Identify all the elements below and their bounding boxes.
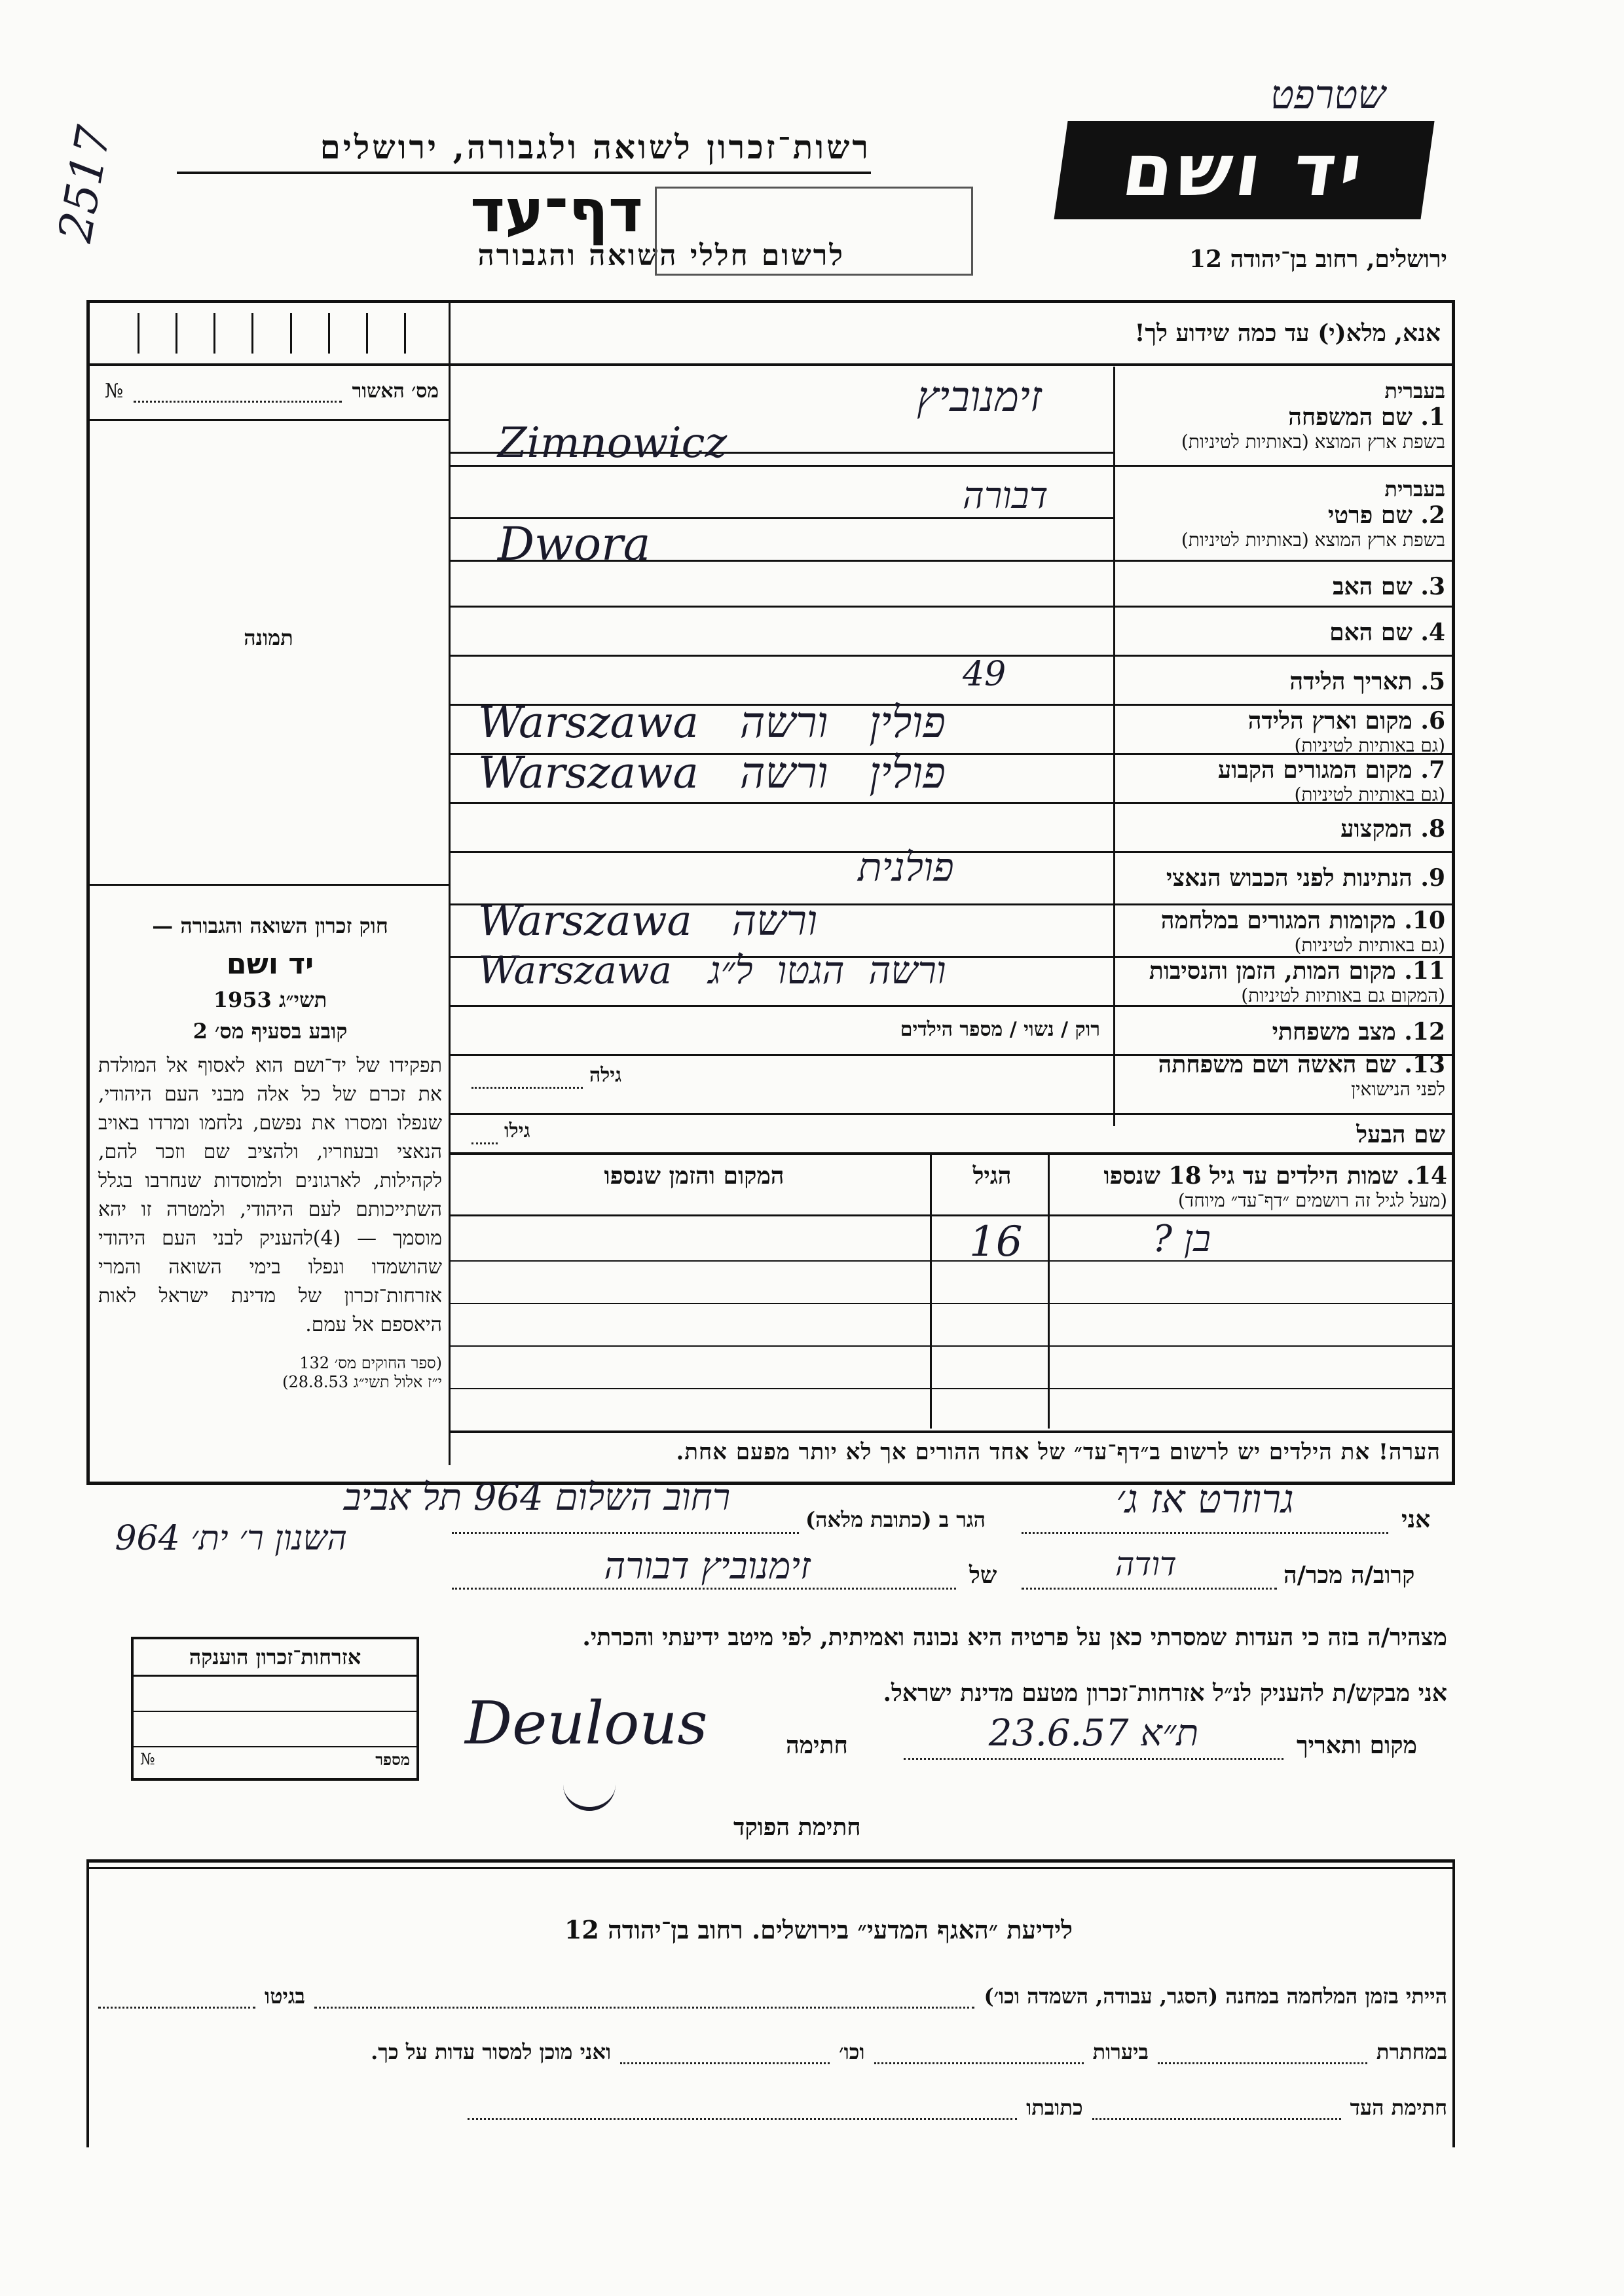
field-12: 12. מצב משפחתי <box>1272 1018 1445 1046</box>
field-3: 3. שם האב <box>1333 573 1445 600</box>
field-13: 13. שם האשה ושם משפחתה לפני הנישואין <box>1158 1051 1445 1100</box>
wife-age-dots <box>471 1087 583 1089</box>
residence-value[interactable]: Warszawa פולין ורשה <box>478 748 946 798</box>
top-strip-line <box>86 363 1455 366</box>
field-10: 10. מקומות המגורים במלחמה (גם באותיות לטיניות) <box>1160 907 1445 956</box>
signature-label: חתימה <box>786 1732 848 1759</box>
law-year: תשי״ג 1953 <box>213 987 327 1012</box>
law-block <box>98 913 442 1392</box>
address-label: הגר ב (כתובת מלאה) <box>805 1507 986 1532</box>
wartime-residence-value[interactable]: Warszawa ורשה <box>478 897 818 945</box>
footer-line-3: חתימת העד כתובתו <box>458 2095 1447 2120</box>
label-divider <box>1113 367 1115 1126</box>
authority-name: רשות־זכרון לשואה ולגבורה, ירושלים <box>320 128 871 166</box>
column-divider <box>449 300 451 1465</box>
children-row-line <box>451 1303 1455 1304</box>
form-title: דף־עד <box>470 177 643 246</box>
row-line <box>451 1113 1455 1115</box>
citizenship-box <box>131 1637 419 1781</box>
children-row-line <box>451 1214 1455 1216</box>
children-row-line <box>451 1388 1455 1389</box>
field-1: בעברית 1. שם המשפחה בשפת ארץ המוצא (באותיות לטיניות) <box>1121 378 1445 453</box>
of-value[interactable]: זימנוביץ דבורה <box>604 1545 811 1588</box>
header-address: ירושלים, רחוב בן־יהודה 12 <box>1189 246 1447 273</box>
children-col-divider <box>930 1154 932 1429</box>
marital-status-options: רוק / נשוי / מספר הילדים <box>900 1018 1100 1041</box>
relative-value[interactable]: דודה <box>1115 1545 1177 1583</box>
birthdate-value[interactable]: 49 <box>963 655 1006 694</box>
officer-signature-mark <box>563 1774 616 1811</box>
field-husband: שם הבעל <box>1356 1121 1445 1148</box>
note-text: הערה! את הילדים יש לרשום ב״דף־עד״ של אחד ההורים אך לא יותר מפעם אחת. <box>676 1439 1441 1465</box>
of-line <box>452 1588 956 1590</box>
form-subtitle: לרשום חללי השואה והגבורה <box>477 239 845 272</box>
intro-text: אנא, מלא(י) עד כמה שידוע לך! <box>1134 319 1441 347</box>
citizenship-box-title: אזרחות־זכרון הוענקה <box>134 1639 416 1677</box>
authority-underline <box>177 172 871 174</box>
declarant-value[interactable]: גרוזרט אז ג׳ <box>1116 1476 1294 1522</box>
birthplace-value[interactable]: Warszawa פולין ורשה <box>478 697 946 748</box>
law-heading: חוק זכרון השואה והגבורה — <box>152 913 388 938</box>
field-label: שם המשפחה <box>1288 403 1412 431</box>
yad-vashem-logo <box>1054 121 1434 219</box>
place-date-label: מקום ותאריך <box>1297 1732 1417 1759</box>
of-label: של <box>969 1561 997 1589</box>
row-line <box>451 606 1455 608</box>
field-8: 8. המקצוע <box>1340 815 1445 843</box>
death-place-value[interactable]: Warszawa ורשה הגטו ל״ג <box>478 948 946 993</box>
footer-line-1: הייתי בזמן המלחמה במחנה (הסגר, עבודה, השמדה וכו׳) בגיטו <box>98 1984 1447 2009</box>
law-name: יד ושם <box>226 947 314 981</box>
law-ref2: י״ז אלול תשי״ג 28.8.53) <box>282 1373 442 1391</box>
law-body: תפקידו של יד־ושם הוא לאסוף אל המולדת את זכרם של כל אלה מבני העם היהודי, שנפלו ומסרו את נפשם, נלחמו ומרדו באויב הנאצי ובעוזריו, ולהציב שם וזכר להם, לקהילות, לארגונים ולמוסדות שנחרבו בגלל השתייכותם לעם היהודי, ולמטרה זו יהא מוסמך — (4)להעניק לבני העם היהודי שהושמדו ונפלו בימי השואה והמרי אזרחות־זכרון של מדינת ישראל לאות היאספם אל עמם. <box>98 1054 442 1336</box>
left-margin-note: 2517 <box>48 122 121 246</box>
firstname-hebrew-value[interactable]: דבורה <box>963 475 1048 517</box>
margin-notes: השנון ר׳ ית׳ 964 <box>115 1519 347 1558</box>
row-line <box>451 655 1455 657</box>
photo-bottom-line <box>86 884 451 886</box>
law-clause: קובע בסעיף מס׳ 2 <box>193 1019 348 1044</box>
surname-hebrew-value[interactable]: זימנוביץ <box>917 373 1042 422</box>
field-5: 5. תאריך הלידה <box>1289 668 1445 695</box>
children-row-line <box>451 1430 1455 1433</box>
field-2: בעברית 2. שם פרטי בשפת ארץ המוצא (באותיות לטיניות) <box>1181 477 1445 551</box>
code-boxes <box>101 313 442 354</box>
husband-age-label: גילו <box>504 1120 530 1142</box>
relative-line <box>1022 1588 1277 1590</box>
approval-number-field <box>105 380 439 403</box>
footer-heading: לידיעת ״האגף המדעי״ בירושלים. רחוב בן־יהודה 12 <box>564 1915 1073 1944</box>
relative-label: קרוב/ה מכר/ה <box>1283 1561 1415 1589</box>
nationality-value[interactable]: פולנית <box>858 845 954 890</box>
field-4: 4. שם האם <box>1329 619 1445 646</box>
row-line <box>451 1152 1455 1155</box>
place-date-line <box>904 1758 1283 1760</box>
officer-label: חתימת הפוקד <box>733 1813 861 1841</box>
field-7: 7. מקום המגורים הקבוע (גם באותיות לטיניות) <box>1217 756 1445 805</box>
children-row-line <box>451 1260 1455 1262</box>
declarant-label: אני <box>1401 1506 1431 1533</box>
law-ref1: (ספר החוקים מס׳ 132 <box>299 1354 442 1372</box>
no-label: № <box>105 380 124 403</box>
child-name[interactable]: בן ? <box>1153 1218 1211 1260</box>
footer-line-2: במחתרת ביערות וכו׳ ואני מוכן למסור עדות על כך. <box>371 2039 1447 2064</box>
husband-age-dots <box>471 1142 498 1144</box>
declaration-text: מצהיר/ה בזה כי העדות שמסרתי כאן על פרטיה היא נכונה ואמיתית, לפי מיטב ידיעתי והכרתי. <box>582 1624 1447 1651</box>
place-header: המקום והזמן שנספו <box>604 1162 784 1190</box>
approval-line <box>86 419 451 421</box>
children-col-divider <box>1048 1154 1050 1429</box>
surname-latin-value[interactable]: Zimnowicz <box>498 419 728 467</box>
declarant-line <box>1022 1532 1388 1534</box>
citizenship-box-no: מספר № <box>140 1750 410 1769</box>
approval-no-label: מס׳ האשור <box>352 380 439 403</box>
child-age[interactable]: 16 <box>969 1218 1023 1266</box>
photo-label: תמונה <box>244 625 293 650</box>
wife-age-label: גילה <box>589 1064 622 1087</box>
field-9: 9. הנתינות לפני הכבוש הנאצי <box>1166 864 1445 892</box>
children-row-line <box>451 1345 1455 1347</box>
firstname-latin-value[interactable]: Dwora <box>498 517 651 571</box>
hebrew-label: בעברית <box>1384 378 1445 403</box>
field-label: שם פרטי <box>1327 501 1412 529</box>
latin-note: בשפת ארץ המוצא (באותיות לטיניות) <box>1181 431 1445 452</box>
field-6: 6. מקום וארץ הלידה (גם באותיות לטיניות) <box>1247 707 1445 756</box>
address-line <box>452 1532 799 1534</box>
place-date-value[interactable]: ת״א 23.6.57 <box>988 1712 1199 1755</box>
logo-text: יד ושם <box>1117 128 1371 212</box>
field-11: 11. מקום המות, הזמן והנסיבות (המקום גם באותיות לטיניות) <box>1149 957 1445 1006</box>
signature-value: Deulous <box>465 1689 708 1758</box>
request-text: אני מבקש/ת להעניק לנ״ל אזרחות־זכרון מטעם מדינת ישראל. <box>883 1679 1447 1707</box>
age-header: הגיל <box>972 1162 1012 1190</box>
stamp-box <box>655 187 973 276</box>
top-handwriting: שטרפט <box>1270 72 1386 118</box>
children-header: 14. שמות הילדים עד גיל 18 שנספו (מעל לגיל זה רושמים ״דף־עד״ מיוחד) <box>1103 1162 1447 1211</box>
address-value[interactable]: רחוב השלום 964 תל אביב <box>343 1476 731 1519</box>
